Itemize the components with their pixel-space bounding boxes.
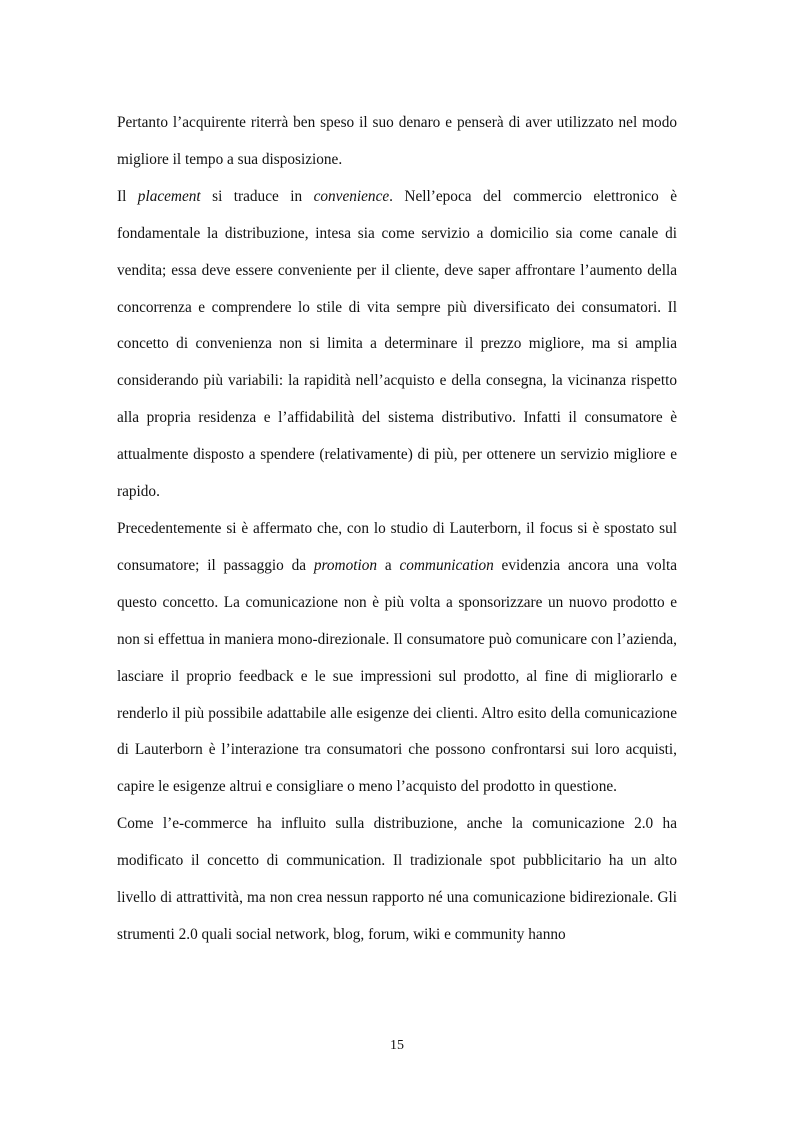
paragraph-text: a <box>377 556 400 574</box>
page-number: 15 <box>390 1038 404 1053</box>
paragraph-2 <box>117 179 677 511</box>
term-convenience: convenience <box>313 187 390 205</box>
paragraph-text: Come l’e-commerce ha influito sulla distribuzione, anche la comunicazione 2.0 ha modificato il concetto di communication. Il tradizionale spot pubblicitario ha un alto livello di attrattività, ma non crea nessun rapporto né una comunicazione bidirezionale. Gli strumenti 2.0 quali social network, blog, forum, wiki e community hanno <box>117 815 677 943</box>
paragraph-text: . Nell’epoca del commercio elettronico è fondamentale la distribuzione, intesa sia come servizio a domicilio sia come canale di vendita; essa deve essere conveniente per il cliente, deve saper affrontare l’aumento della concorrenza e comprendere lo stile di vita sempre più diversificato dei consumatori. Il concetto di convenienza non si limita a determinare il prezzo migliore, ma si amplia considerando più variabili: la rapidità nell’acquisto e della consegna, la vicinanza rispetto alla propria residenza e l’affidabilità del sistema distributivo. Infatti il consumatore è attualmente disposto a spendere (relativamente) di più, per ottenere un servizio migliore e rapido. <box>117 187 677 501</box>
paragraph-text: Precedentemente si è affermato che, con lo studio di Lauterborn, il focus si è spostato sul consumatore; il passaggio da <box>117 519 677 574</box>
paragraph-text: evidenzia ancora una volta questo concetto. La comunicazione non è più volta a sponsorizzare un nuovo prodotto e non si effettua in maniera mono-direzionale. Il consumatore può comunicare con l’azienda, lasciare il proprio feedback e le sue impressioni sul prodotto, al fine di migliorarlo e renderlo il più possibile adattabile alle esigenze dei clienti. Altro esito della comunicazione di Lauterborn è l’interazione tra consumatori che possono confrontarsi sui loro acquisti, capire le esigenze altrui e consigliare o meno l’acquisto del prodotto in questione. <box>117 556 677 796</box>
term-placement: placement <box>137 187 201 205</box>
paragraph-1 <box>117 105 677 179</box>
paragraph-text: si traduce in <box>200 187 314 205</box>
term-communication: communication <box>399 556 494 574</box>
paragraph-text: Pertanto l’acquirente riterrà ben speso il suo denaro e penserà di aver utilizzato nel modo migliore il tempo a sua disposizione. <box>117 114 677 168</box>
term-promotion: promotion <box>313 556 378 574</box>
paragraph-4 <box>117 806 677 954</box>
page-body <box>117 105 677 954</box>
paragraph-3 <box>117 511 677 806</box>
paragraph-text: Il <box>117 187 138 205</box>
